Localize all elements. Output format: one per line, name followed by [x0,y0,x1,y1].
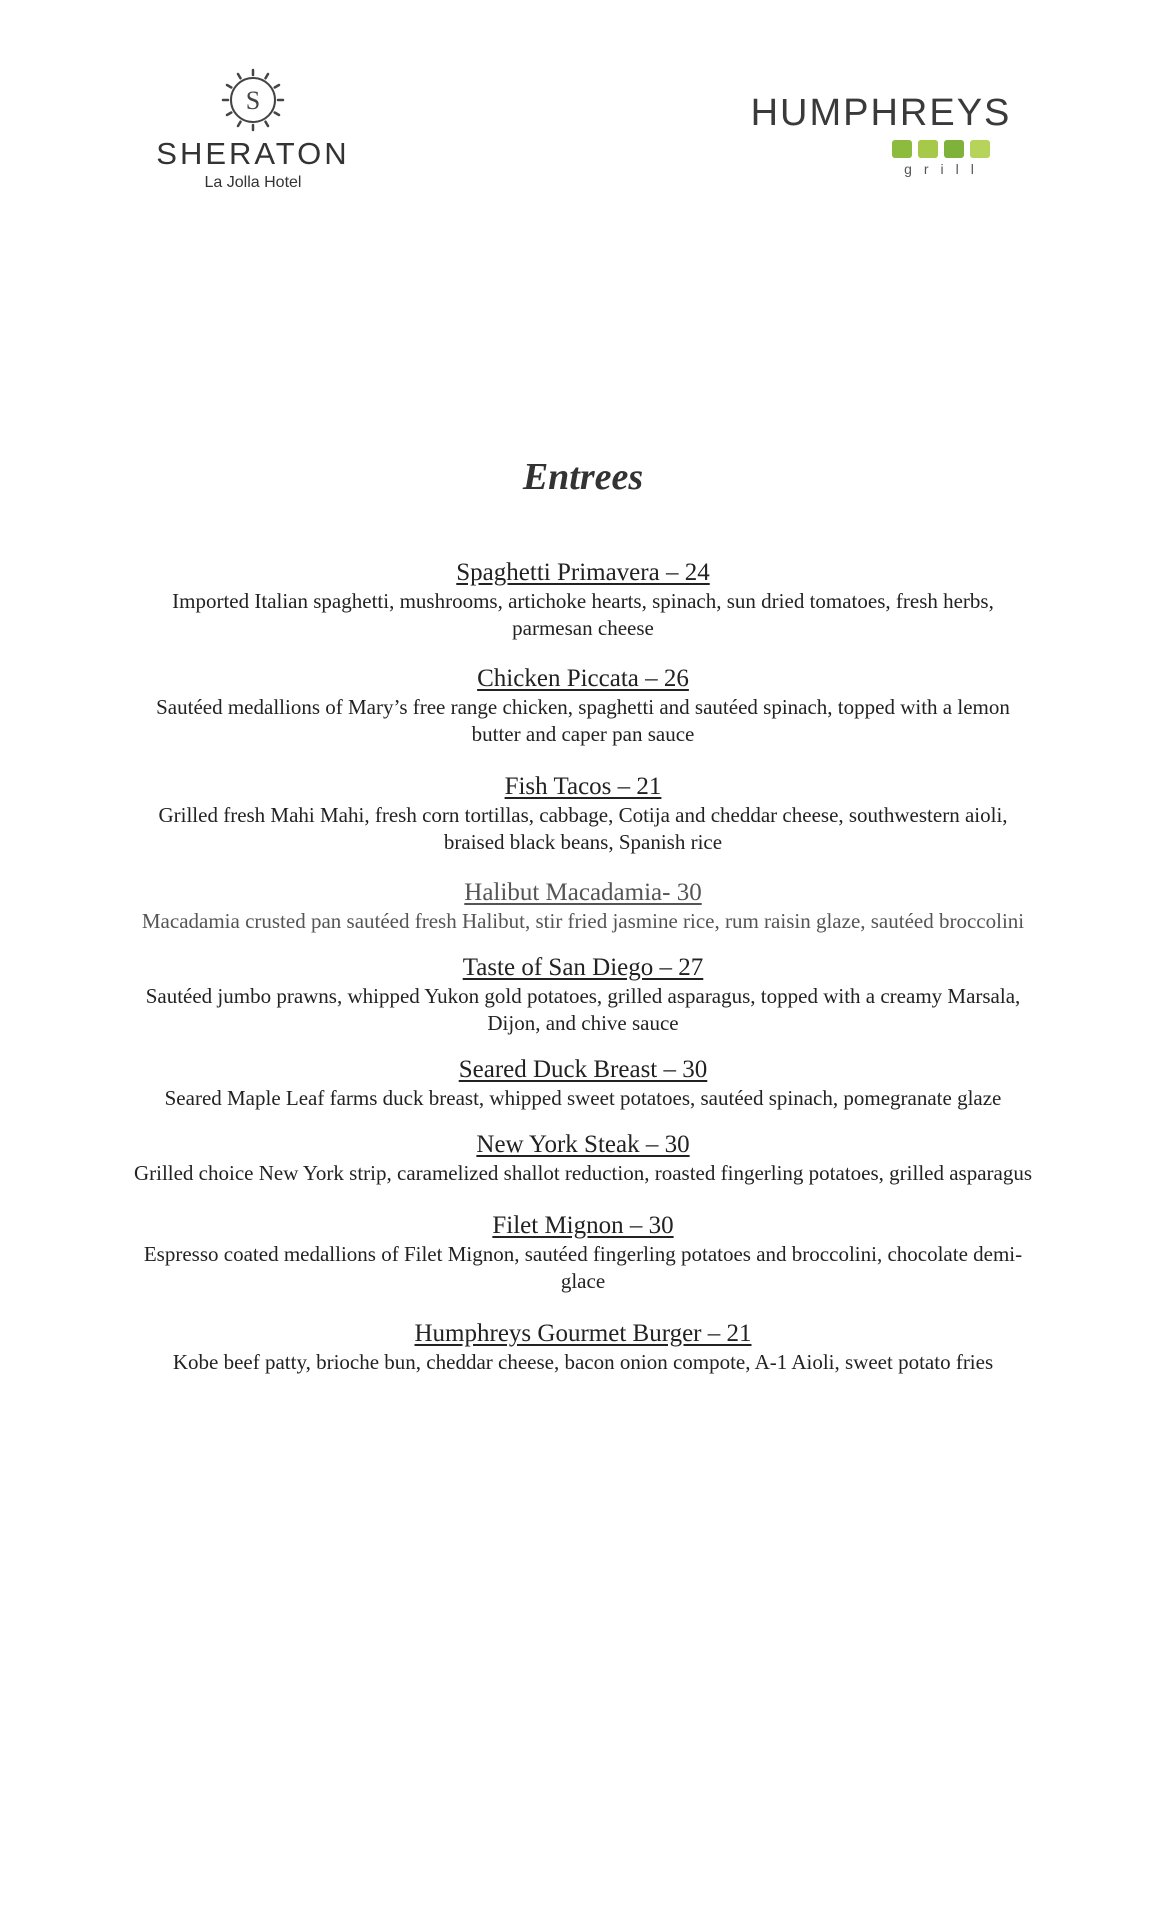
humphreys-green-squares [736,140,1026,158]
menu-item-title: Chicken Piccata – 26 [477,665,689,692]
menu-item-description: Espresso coated medallions of Filet Mignon, sautéed fingerling potatoes and broccolini, chocolate demi-glace [143,1242,1023,1293]
menu-item [100,664,1066,748]
svg-text:S: S [245,86,261,115]
humphreys-subtitle: grill [904,161,986,177]
menu-item-description: Imported Italian spaghetti, mushrooms, artichoke hearts, spinach, sun dried tomatoes, fresh herbs, parmesan cheese [172,589,994,640]
menu-item-title: Taste of San Diego – 27 [462,954,704,981]
green-square-icon [970,140,990,158]
menu-item [100,772,1066,856]
menu-item [100,878,1066,935]
menu-item [100,1130,1066,1187]
green-square-icon [944,140,964,158]
menu-item-description: Sautéed jumbo prawns, whipped Yukon gold potatoes, grilled asparagus, topped with a creamy Marsala, Dijon, and chive sauce [145,984,1021,1035]
menu-item [100,1319,1066,1376]
menu-item [100,558,1066,642]
entree-menu-list [100,558,1066,1376]
green-square-icon [918,140,938,158]
menu-item-description: Grilled fresh Mahi Mahi, fresh corn tortillas, cabbage, Cotija and cheddar cheese, southwestern aioli, braised black beans, Spanish rice [158,803,1008,854]
sheraton-logo [148,68,358,191]
sheraton-emblem-icon [221,68,285,132]
sheraton-wordmark: SHERATON [156,136,350,171]
menu-item-description: Macadamia crusted pan sautéed fresh Halibut, stir fried jasmine rice, rum raisin glaze, sautéed broccolini [141,909,1025,933]
menu-item-description: Sautéed medallions of Mary’s free range chicken, spaghetti and sautéed spinach, topped with a lemon butter and caper pan sauce [156,695,1010,746]
menu-item-description: Seared Maple Leaf farms duck breast, whipped sweet potatoes, sautéed spinach, pomegranate glaze [164,1086,1002,1110]
menu-item [100,1211,1066,1295]
humphreys-logo [736,94,1026,176]
menu-item [100,1055,1066,1112]
menu-item-title: Halibut Macadamia- 30 [464,879,702,906]
menu-item-description: Kobe beef patty, brioche bun, cheddar cheese, bacon onion compote, A-1 Aioli, sweet potato fries [172,1350,994,1374]
green-square-icon [892,140,912,158]
menu-item [100,953,1066,1037]
menu-item-title: Seared Duck Breast – 30 [458,1056,708,1083]
menu-item-title: New York Steak – 30 [476,1131,690,1158]
menu-item-title: Spaghetti Primavera – 24 [456,559,710,586]
menu-item-title: Filet Mignon – 30 [492,1212,674,1239]
menu-item-title: Humphreys Gourmet Burger – 21 [414,1320,752,1347]
humphreys-wordmark: HUMPHREYS [750,92,1012,134]
page-title: Entrees [522,456,644,498]
menu-item-title: Fish Tacos – 21 [504,773,662,800]
sheraton-subtitle: La Jolla Hotel [204,174,302,191]
menu-item-description: Grilled choice New York strip, caramelized shallot reduction, roasted fingerling potatoes, grilled asparagus [133,1161,1033,1185]
